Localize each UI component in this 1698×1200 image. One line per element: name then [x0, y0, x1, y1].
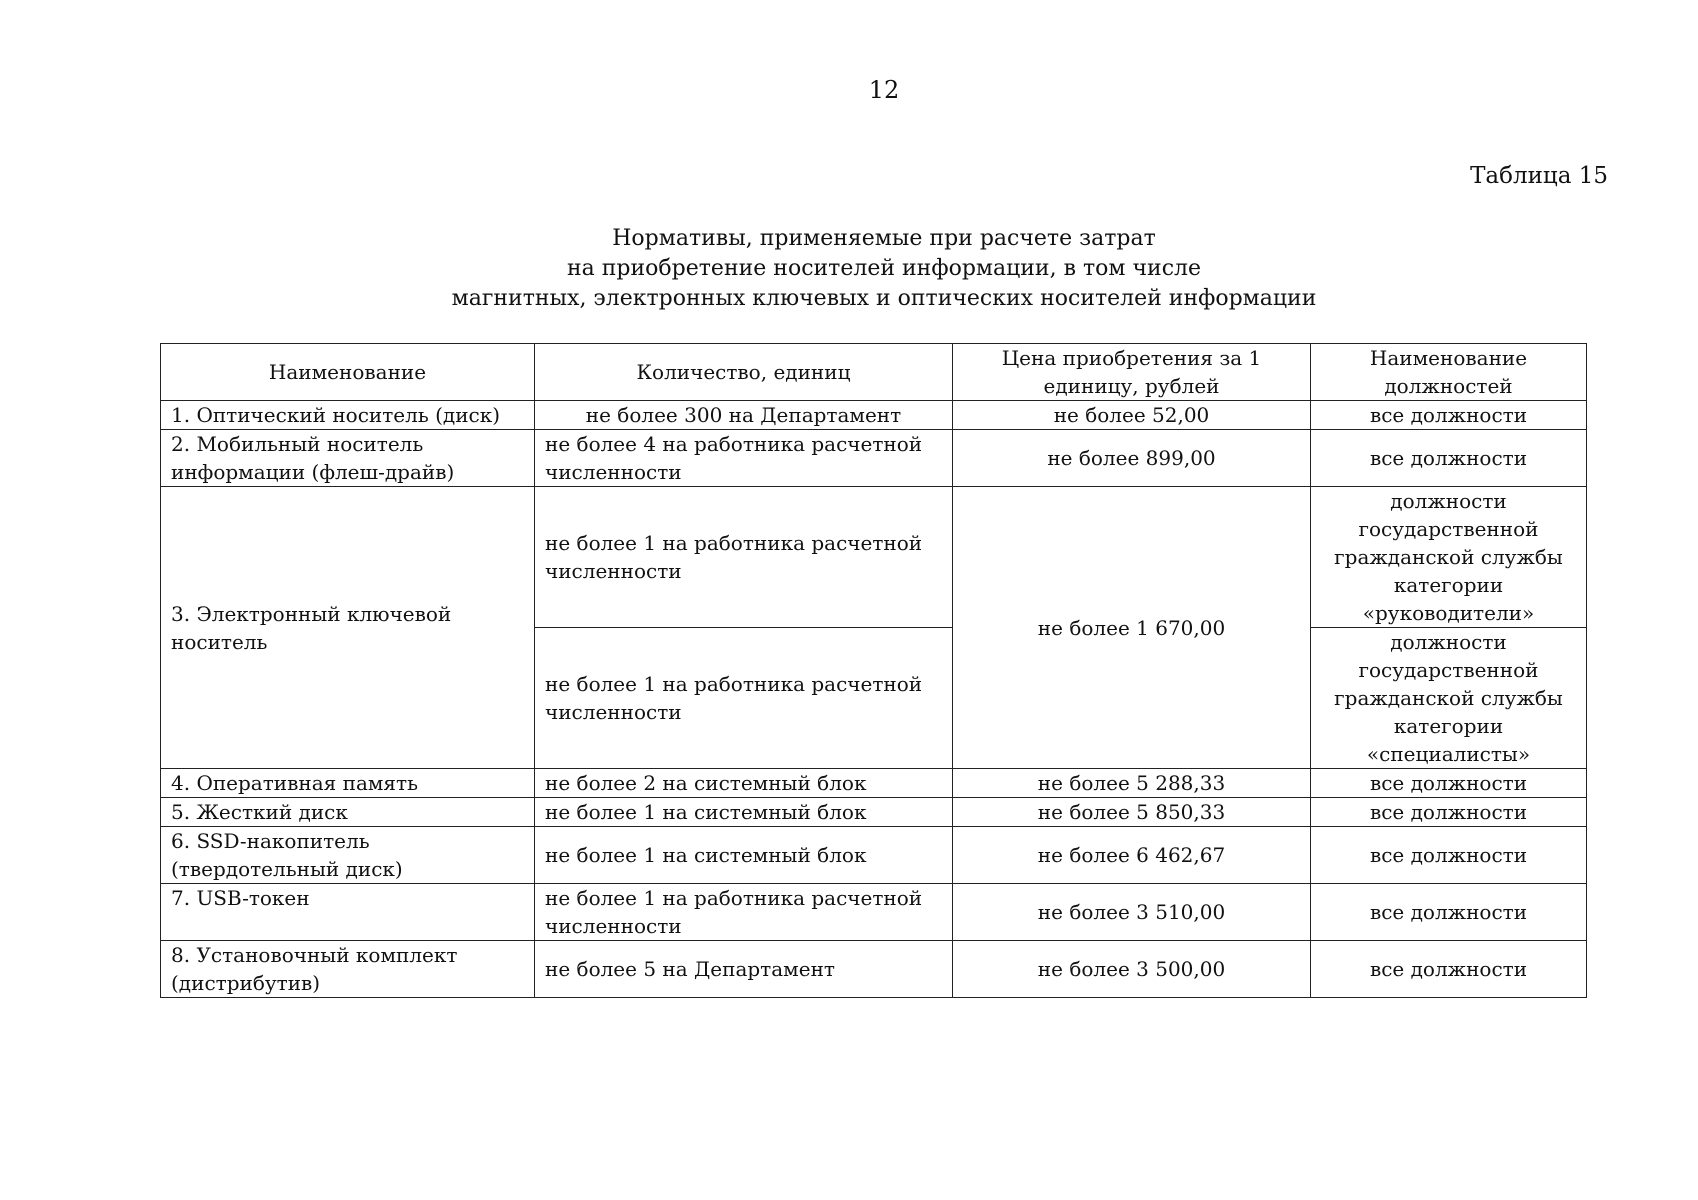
- norms-table: [160, 343, 1587, 998]
- cell-name: 3. Электронный ключевой носитель: [161, 487, 535, 769]
- cell-quantity: не более 1 на работника расчетной численности: [535, 628, 953, 769]
- cell-positions: все должности: [1311, 798, 1587, 827]
- table-row: [161, 769, 1587, 798]
- cell-quantity: не более 2 на системный блок: [535, 769, 953, 798]
- cell-price: не более 3 500,00: [953, 941, 1311, 998]
- title-line-3: магнитных, электронных ключевых и оптических носителей информации: [451, 286, 1317, 311]
- table-row: [161, 798, 1587, 827]
- table-label: Таблица 15: [1470, 163, 1608, 189]
- cell-name: 5. Жесткий диск: [161, 798, 535, 827]
- cell-quantity: не более 1 на работника расчетной численности: [535, 884, 953, 941]
- cell-positions: должности государственной гражданской службы категории «специалисты»: [1311, 628, 1587, 769]
- table-row: [161, 430, 1587, 487]
- cell-name: 4. Оперативная память: [161, 769, 535, 798]
- cell-price: не более 6 462,67: [953, 827, 1311, 884]
- cell-price: не более 3 510,00: [953, 884, 1311, 941]
- cell-quantity: не более 300 на Департамент: [535, 401, 953, 430]
- header-name: Наименование: [161, 344, 535, 401]
- cell-name: 1. Оптический носитель (диск): [161, 401, 535, 430]
- cell-name: 8. Установочный комплект (дистрибутив): [161, 941, 535, 998]
- table-row: [161, 884, 1587, 941]
- title-line-1: Нормативы, применяемые при расчете затрат: [612, 226, 1156, 251]
- cell-price: не более 5 850,33: [953, 798, 1311, 827]
- cell-price: не более 899,00: [953, 430, 1311, 487]
- cell-positions: все должности: [1311, 884, 1587, 941]
- header-positions: Наименование должностей: [1311, 344, 1587, 401]
- cell-quantity: не более 1 на системный блок: [535, 798, 953, 827]
- cell-name: 2. Мобильный носитель информации (флеш-драйв): [161, 430, 535, 487]
- cell-name: 6. SSD-накопитель (твердотельный диск): [161, 827, 535, 884]
- cell-positions: все должности: [1311, 941, 1587, 998]
- cell-quantity: не более 5 на Департамент: [535, 941, 953, 998]
- table-row: [161, 487, 1587, 628]
- header-price: Цена приобретения за 1 единицу, рублей: [953, 344, 1311, 401]
- cell-price: не более 52,00: [953, 401, 1311, 430]
- cell-quantity: не более 1 на работника расчетной численности: [535, 487, 953, 628]
- page-number: 12: [868, 76, 900, 104]
- header-quantity: Количество, единиц: [535, 344, 953, 401]
- cell-positions: все должности: [1311, 769, 1587, 798]
- cell-quantity: не более 1 на системный блок: [535, 827, 953, 884]
- cell-positions: все должности: [1311, 430, 1587, 487]
- cell-positions: должности государственной гражданской службы категории «руководители»: [1311, 487, 1587, 628]
- cell-positions: все должности: [1311, 827, 1587, 884]
- cell-name: 7. USB-токен: [161, 884, 535, 941]
- cell-price: не более 1 670,00: [953, 487, 1311, 769]
- table-row: [161, 941, 1587, 998]
- cell-positions: все должности: [1311, 401, 1587, 430]
- cell-quantity: не более 4 на работника расчетной численности: [535, 430, 953, 487]
- table-row: [161, 401, 1587, 430]
- title-line-2: на приобретение носителей информации, в том числе: [566, 256, 1202, 281]
- cell-price: не более 5 288,33: [953, 769, 1311, 798]
- table-row: [161, 827, 1587, 884]
- document-title: [0, 224, 1698, 314]
- header-row: [161, 344, 1587, 401]
